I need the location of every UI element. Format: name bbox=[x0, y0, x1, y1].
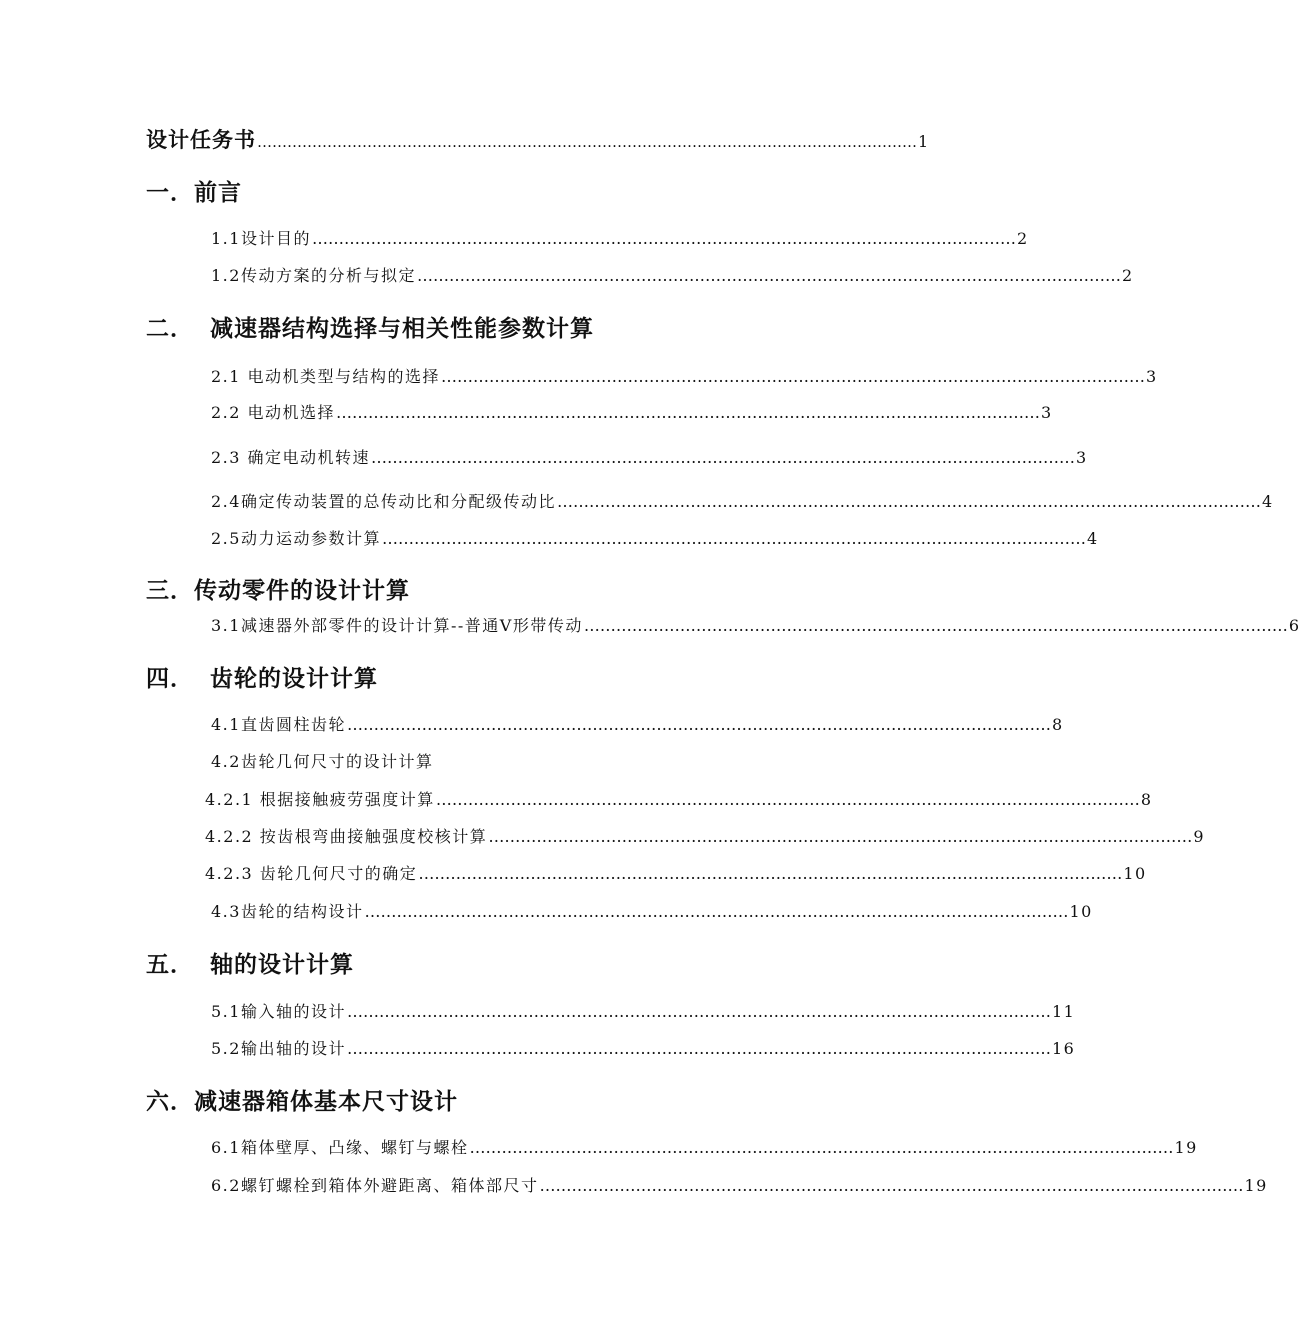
entry-text: 1.1设计目的 bbox=[211, 229, 311, 248]
toc-entry bbox=[211, 526, 1099, 549]
leader-dots: …………………………………………………………………………………………………………………… bbox=[583, 616, 1288, 635]
toc-entry bbox=[211, 749, 433, 772]
section-title: 齿轮的设计计算 bbox=[210, 666, 378, 692]
section-title: 减速器箱体基本尺寸设计 bbox=[194, 1089, 458, 1115]
section-number: 三． bbox=[146, 578, 194, 604]
entry-text: 6.1箱体壁厚、凸缘、螺钉与螺栓 bbox=[211, 1138, 469, 1157]
section-number: 四． bbox=[146, 666, 194, 692]
section-heading bbox=[146, 1083, 458, 1116]
leader-dots: …………………………………………………………………………………………………………………… bbox=[418, 864, 1123, 883]
page-number: 19 bbox=[1174, 1138, 1198, 1157]
page-number: 19 bbox=[1244, 1176, 1268, 1195]
section-title: 轴的设计计算 bbox=[210, 952, 354, 978]
page-number: 4 bbox=[1086, 529, 1099, 548]
page-number: 2 bbox=[1121, 266, 1134, 285]
entry-text: 2.5动力运动参数计算 bbox=[211, 529, 381, 548]
entry-text: 2.3 确定电动机转速 bbox=[211, 448, 371, 467]
entry-text: 1.2传动方案的分析与拟定 bbox=[211, 266, 416, 285]
page-number: 3 bbox=[1146, 367, 1158, 386]
page-number: 10 bbox=[1123, 864, 1147, 883]
section-heading bbox=[146, 310, 594, 343]
section-number: 六． bbox=[146, 1089, 194, 1115]
leader-dots: …………………………………………………………………………………………………………………… bbox=[364, 902, 1069, 921]
toc-entry bbox=[211, 999, 1076, 1022]
toc-entry bbox=[211, 445, 1088, 468]
section-number: 一． bbox=[146, 180, 194, 206]
leader-dots: …………………………………………………………………………………………………………………… bbox=[257, 133, 917, 151]
toc-entry bbox=[211, 364, 1158, 387]
leader-dots: …………………………………………………………………………………………………………………… bbox=[346, 1039, 1051, 1058]
section-title: 传动零件的设计计算 bbox=[194, 578, 410, 604]
page-number: 3 bbox=[1041, 403, 1053, 422]
toc-entry bbox=[211, 712, 1064, 735]
section-heading bbox=[146, 174, 242, 207]
page-number: 10 bbox=[1069, 902, 1093, 921]
page-number: 11 bbox=[1051, 1002, 1076, 1021]
entry-text: 4.1直齿圆柱齿轮 bbox=[211, 715, 346, 734]
section-title: 减速器结构选择与相关性能参数计算 bbox=[210, 316, 594, 342]
toc-entry bbox=[205, 824, 1205, 847]
toc-title-line bbox=[146, 124, 930, 154]
toc-entry bbox=[211, 400, 1053, 423]
leader-dots: …………………………………………………………………………………………………………………… bbox=[311, 229, 1016, 248]
section-number: 二． bbox=[146, 316, 194, 342]
toc-entry bbox=[211, 263, 1134, 286]
entry-text: 4.3齿轮的结构设计 bbox=[211, 902, 364, 921]
leader-dots: …………………………………………………………………………………………………………………… bbox=[556, 492, 1261, 511]
page-number: 2 bbox=[1016, 229, 1029, 248]
leader-dots: …………………………………………………………………………………………………………………… bbox=[435, 790, 1140, 809]
toc-entry bbox=[211, 613, 1301, 636]
section-title: 前言 bbox=[194, 180, 242, 206]
entry-text: 5.2输出轴的设计 bbox=[211, 1039, 346, 1058]
page-number: 9 bbox=[1193, 827, 1205, 846]
toc-entry bbox=[211, 489, 1274, 512]
toc-entry bbox=[205, 861, 1147, 884]
toc-entry bbox=[211, 226, 1029, 249]
page-number: 8 bbox=[1051, 715, 1064, 734]
page-number: 3 bbox=[1076, 448, 1088, 467]
entry-text: 4.2.3 齿轮几何尺寸的确定 bbox=[205, 864, 418, 883]
entry-text: 4.2.1 根据接触疲劳强度计算 bbox=[205, 790, 435, 809]
entry-text: 3.1减速器外部零件的设计计算--普通V形带传动 bbox=[211, 616, 583, 635]
section-heading bbox=[146, 946, 354, 979]
toc-entry bbox=[211, 1135, 1198, 1158]
toc-entry bbox=[211, 1173, 1268, 1196]
leader-dots: …………………………………………………………………………………………………………………… bbox=[336, 403, 1041, 422]
toc-title: 设计任务书 bbox=[146, 128, 256, 152]
leader-dots: …………………………………………………………………………………………………………………… bbox=[441, 367, 1146, 386]
page-number: 4 bbox=[1261, 492, 1274, 511]
entry-text: 4.2.2 按齿根弯曲接触强度校核计算 bbox=[205, 827, 488, 846]
leader-dots: …………………………………………………………………………………………………………………… bbox=[371, 448, 1076, 467]
entry-text: 2.1 电动机类型与结构的选择 bbox=[211, 367, 441, 386]
entry-text: 2.4确定传动装置的总传动比和分配级传动比 bbox=[211, 492, 556, 511]
page-number: 1 bbox=[918, 132, 930, 151]
page-number: 16 bbox=[1051, 1039, 1076, 1058]
toc-entry bbox=[211, 1036, 1076, 1059]
leader-dots: …………………………………………………………………………………………………………………… bbox=[539, 1176, 1244, 1195]
leader-dots: …………………………………………………………………………………………………………………… bbox=[346, 1002, 1051, 1021]
entry-text: 2.2 电动机选择 bbox=[211, 403, 336, 422]
entry-text: 6.2螺钉螺栓到箱体外避距离、箱体部尺寸 bbox=[211, 1176, 539, 1195]
page-number: 6 bbox=[1288, 616, 1301, 635]
leader-dots: …………………………………………………………………………………………………………………… bbox=[488, 827, 1193, 846]
section-heading bbox=[146, 660, 378, 693]
toc-entry bbox=[211, 899, 1093, 922]
leader-dots: …………………………………………………………………………………………………………………… bbox=[381, 529, 1086, 548]
entry-text: 5.1输入轴的设计 bbox=[211, 1002, 346, 1021]
page-number: 8 bbox=[1140, 790, 1153, 809]
toc-entry bbox=[205, 787, 1153, 810]
leader-dots: …………………………………………………………………………………………………………………… bbox=[416, 266, 1121, 285]
section-number: 五． bbox=[146, 952, 194, 978]
entry-text: 4.2齿轮几何尺寸的设计计算 bbox=[211, 752, 434, 771]
leader-dots: …………………………………………………………………………………………………………………… bbox=[346, 715, 1051, 734]
leader-dots: …………………………………………………………………………………………………………………… bbox=[469, 1138, 1174, 1157]
section-heading bbox=[146, 572, 410, 605]
